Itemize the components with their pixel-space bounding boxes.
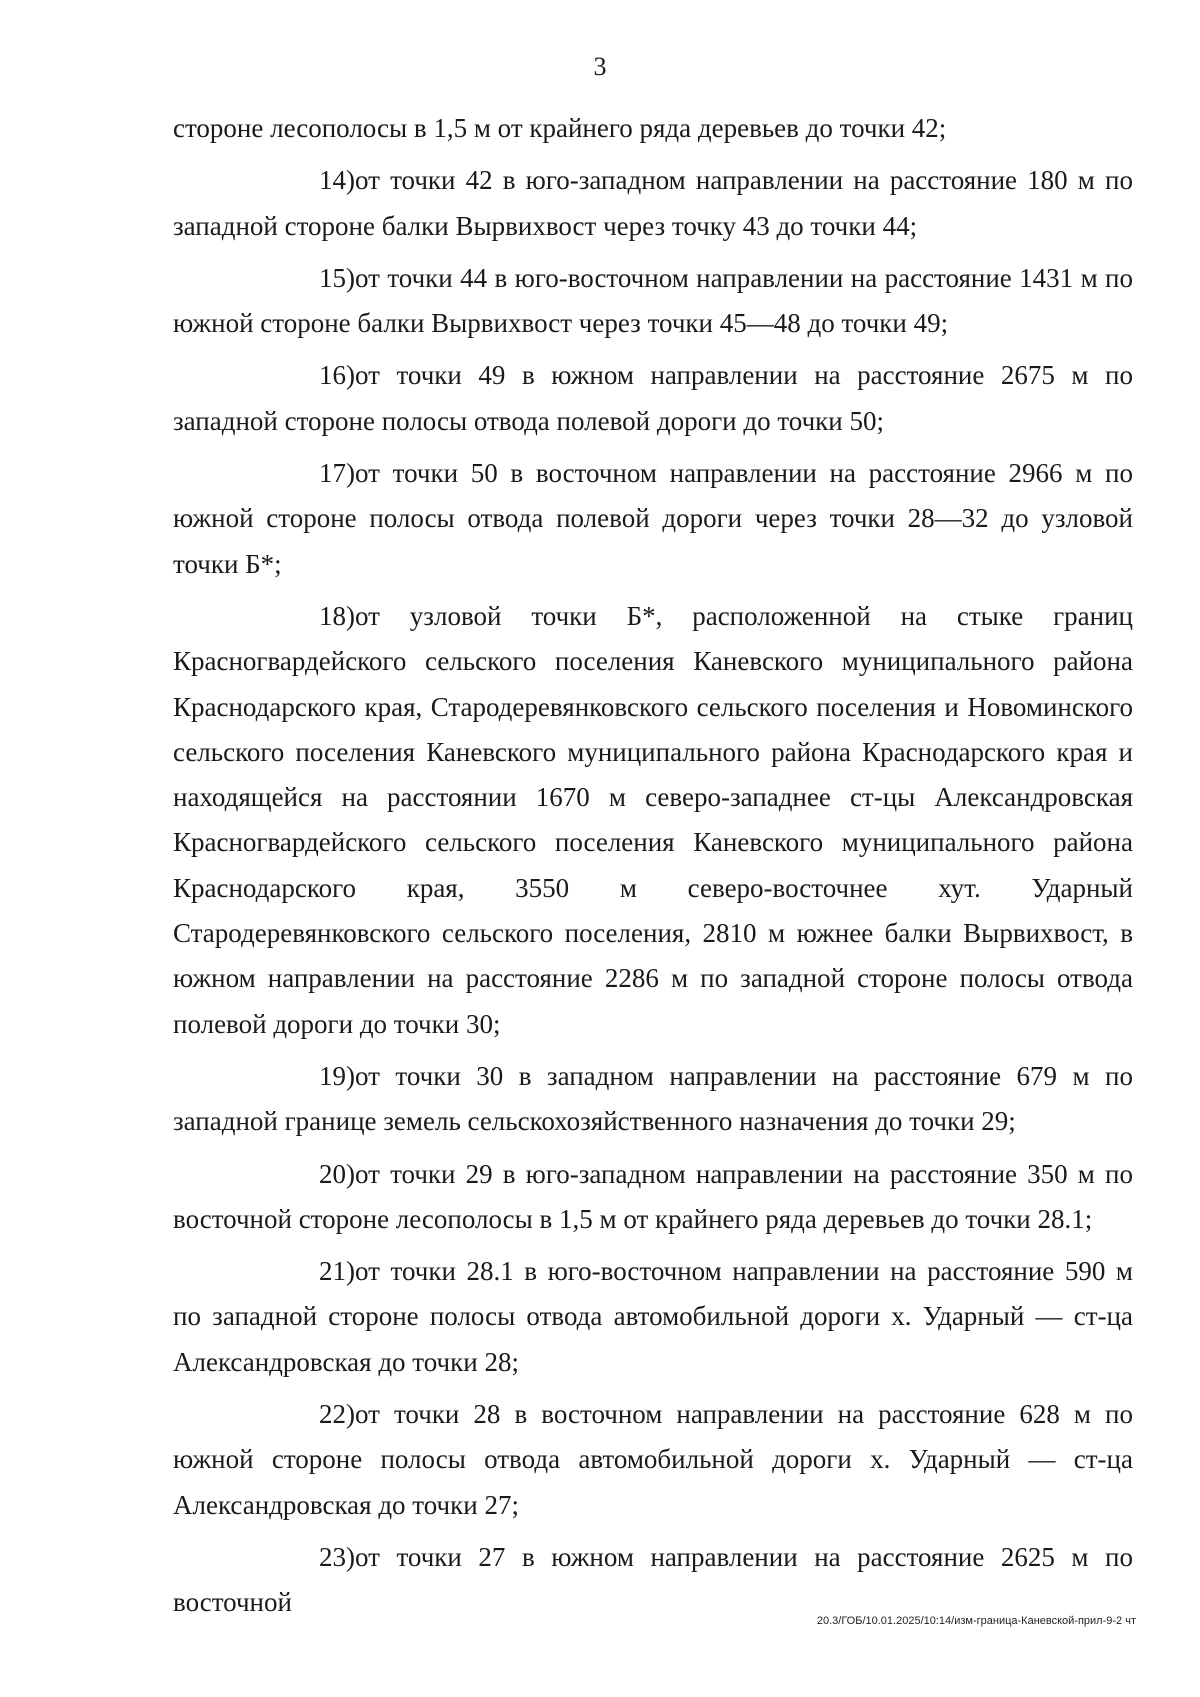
paragraph-continuation bbox=[173, 106, 1133, 151]
paragraph-text: от точки 44 в юго-восточном направлении на расстояние 1431 м по южной стороне балки Вырвихвост через точки 45—48 до точки 49; bbox=[173, 262, 1133, 339]
paragraph-text: стороне лесополосы в 1,5 м от крайнего ряда деревьев до точки 42; bbox=[173, 113, 947, 143]
paragraph-text: от точки 28 в восточном направлении на расстояние 628 м по южной стороне полосы отвода автомобильной дороги х. Ударный — ст-ца Александровская до точки 27; bbox=[173, 1399, 1133, 1520]
item-number: 23) bbox=[319, 1541, 355, 1572]
page-number: 3 bbox=[593, 52, 607, 81]
list-item-17 bbox=[173, 451, 1133, 587]
list-item-21 bbox=[173, 1249, 1133, 1385]
list-item-16 bbox=[173, 353, 1133, 444]
item-number: 21) bbox=[319, 1256, 355, 1287]
item-number: 22) bbox=[319, 1399, 355, 1430]
paragraph-text: от точки 27 в южном направлении на расстояние 2625 м по восточной bbox=[173, 1541, 1133, 1618]
list-item-14 bbox=[173, 158, 1133, 249]
item-number: 16) bbox=[319, 360, 355, 391]
item-number: 20) bbox=[319, 1158, 355, 1189]
paragraph-text: от точки 29 в юго-западном направлении на расстояние 350 м по восточной стороне лесополосы в 1,5 м от крайнего ряда деревьев до точки 28.1; bbox=[173, 1158, 1133, 1234]
document-body bbox=[173, 106, 1133, 1633]
list-item-23 bbox=[173, 1535, 1133, 1626]
item-number: 18) bbox=[319, 600, 355, 631]
paragraph-text: от точки 28.1 в юго-восточном направлении на расстояние 590 м по западной стороне полосы отвода автомобильной дороги х. Ударный — ст-ца Александровская до точки 28; bbox=[173, 1256, 1133, 1377]
document-footer: 20.3/ГОБ/10.01.2025/10:14/изм-граница-Каневской-прил-9-2 чт bbox=[816, 1615, 1136, 1627]
paragraph-text: от точки 49 в южном направлении на расстояние 2675 м по западной стороне полосы отвода полевой дороги до точки 50; bbox=[173, 360, 1133, 436]
item-number: 17) bbox=[319, 458, 355, 489]
paragraph-text: от точки 50 в восточном направлении на расстояние 2966 м по южной стороне полосы отвода полевой дороги через точки 28—32 до узловой точки Б*; bbox=[173, 458, 1133, 579]
item-number: 15) bbox=[319, 262, 355, 293]
item-number: 19) bbox=[319, 1060, 355, 1091]
paragraph-text: от точки 30 в западном направлении на расстояние 679 м по западной границе земель сельскохозяйственного назначения до точки 29; bbox=[173, 1060, 1133, 1137]
list-item-15 bbox=[173, 256, 1133, 347]
paragraph-text: от точки 42 в юго-западном направлении на расстояние 180 м по западной стороне балки Вырвихвост через точку 43 до точки 44; bbox=[173, 165, 1133, 241]
list-item-18 bbox=[173, 594, 1133, 1047]
list-item-19 bbox=[173, 1054, 1133, 1145]
list-item-20 bbox=[173, 1152, 1133, 1243]
paragraph-text: от узловой точки Б*, расположенной на стыке границ Красногвардейского сельского поселения Каневского муниципального района Краснодарского края, Стародеревянковского сельского поселения и Новоминского сельского поселения Каневского муниципального района Краснодарского края и находящейся на расстоянии 1670 м северо-западнее ст-цы Александровская Красногвардейского сельского поселения Каневского муниципального района Краснодарского края, 3550 м северо-восточнее хут. Ударный Стародеревянковского сельского поселения, 2810 м южнее балки Вырвихвост, в южном направлении на расстояние 2286 м по западной стороне полосы отвода полевой дороги до точки 30; bbox=[173, 600, 1133, 1039]
item-number: 14) bbox=[319, 165, 355, 196]
list-item-22 bbox=[173, 1392, 1133, 1528]
